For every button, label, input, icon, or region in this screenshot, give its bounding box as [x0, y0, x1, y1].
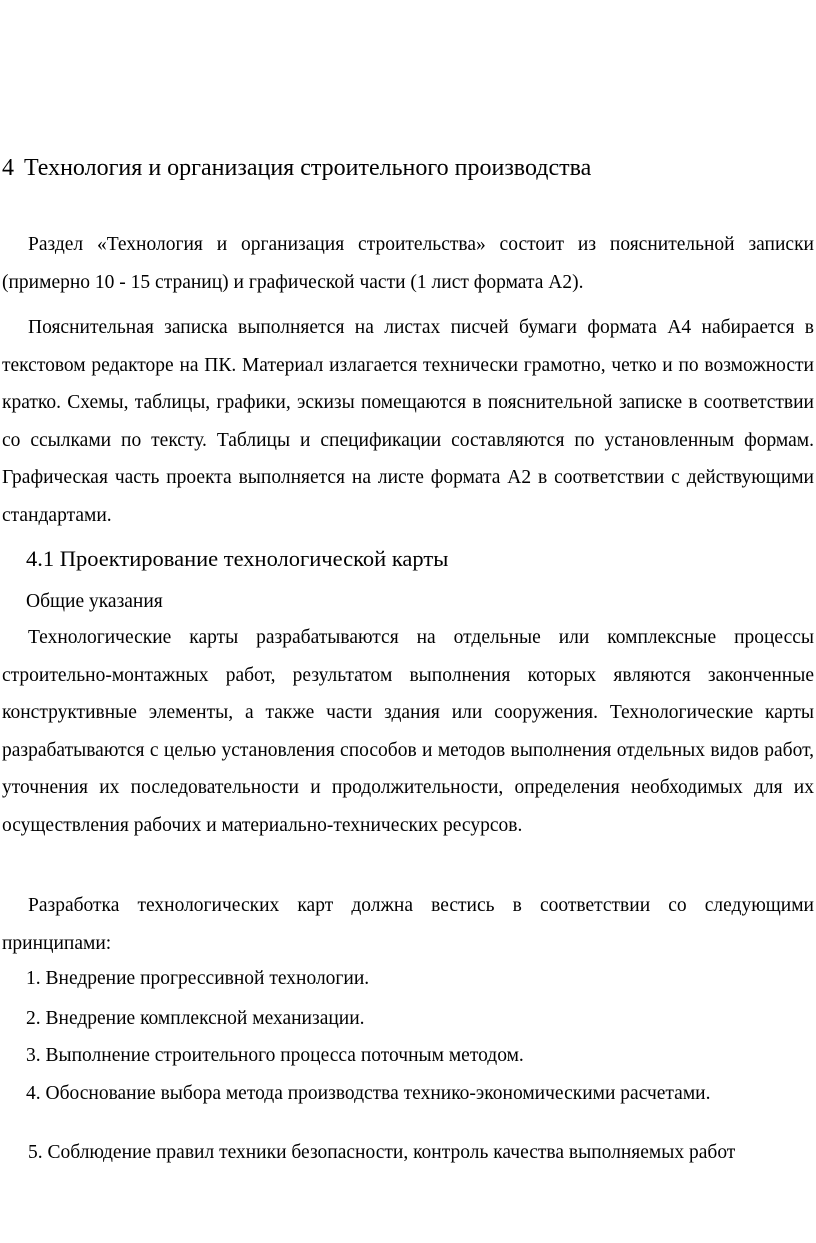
principles-intro-paragraph: Разработка технологических карт должна вестись в соответствии со следующими принципами:	[2, 895, 814, 954]
section-number: 4	[2, 155, 14, 181]
principle-item: 1. Внедрение прогрессивной технологии.	[26, 968, 370, 989]
subsection-heading: 4.1 Проектирование технологической карты	[26, 546, 449, 571]
intro-paragraph: Раздел «Технология и организация строительства» состоит из пояснительной записки (примерно 10 - 15 страниц) и графической части (1 лист формата А2).	[2, 234, 814, 293]
general-instructions-label: Общие указания	[26, 591, 163, 612]
section-heading	[2, 152, 591, 184]
principle-item: 2. Внедрение комплексной механизации.	[26, 1008, 365, 1029]
principle-item: 4. Обоснование выбора метода производства технико-экономическими расчетами.	[26, 1083, 711, 1104]
principle-item: 5. Соблюдение правил техники безопасности, контроль качества выполняемых работ	[28, 1142, 736, 1163]
tech-cards-paragraph: Технологические карты разрабатываются на отдельные или комплексные процессы строительно-монтажных работ, результатом выполнения которых являются законченные конструктивные элементы, а также части здания или сооружения. Технологические карты разрабатываются с целью установления способов и методов выполнения отдельных видов работ, уточнения их последовательности и продолжительности, определения необходимых для их осуществления рабочих и материально-технических ресурсов.	[2, 627, 814, 836]
note-paragraph: Пояснительная записка выполняется на листах писчей бумаги формата А4 набирается в текстовом редакторе на ПК. Материал излагается технически грамотно, четко и по возможности кратко. Схемы, таблицы, графики, эскизы помещаются в пояснительной записке в соответствии со ссылками по тексту. Таблицы и спецификации составляются по установленным формам. Графическая часть проекта выполняется на листе формата А2 в соответствии с действующими стандартами.	[2, 317, 814, 526]
section-title: Технология и организация строительного производства	[24, 155, 592, 181]
principle-item: 3. Выполнение строительного процесса поточным методом.	[26, 1045, 524, 1066]
